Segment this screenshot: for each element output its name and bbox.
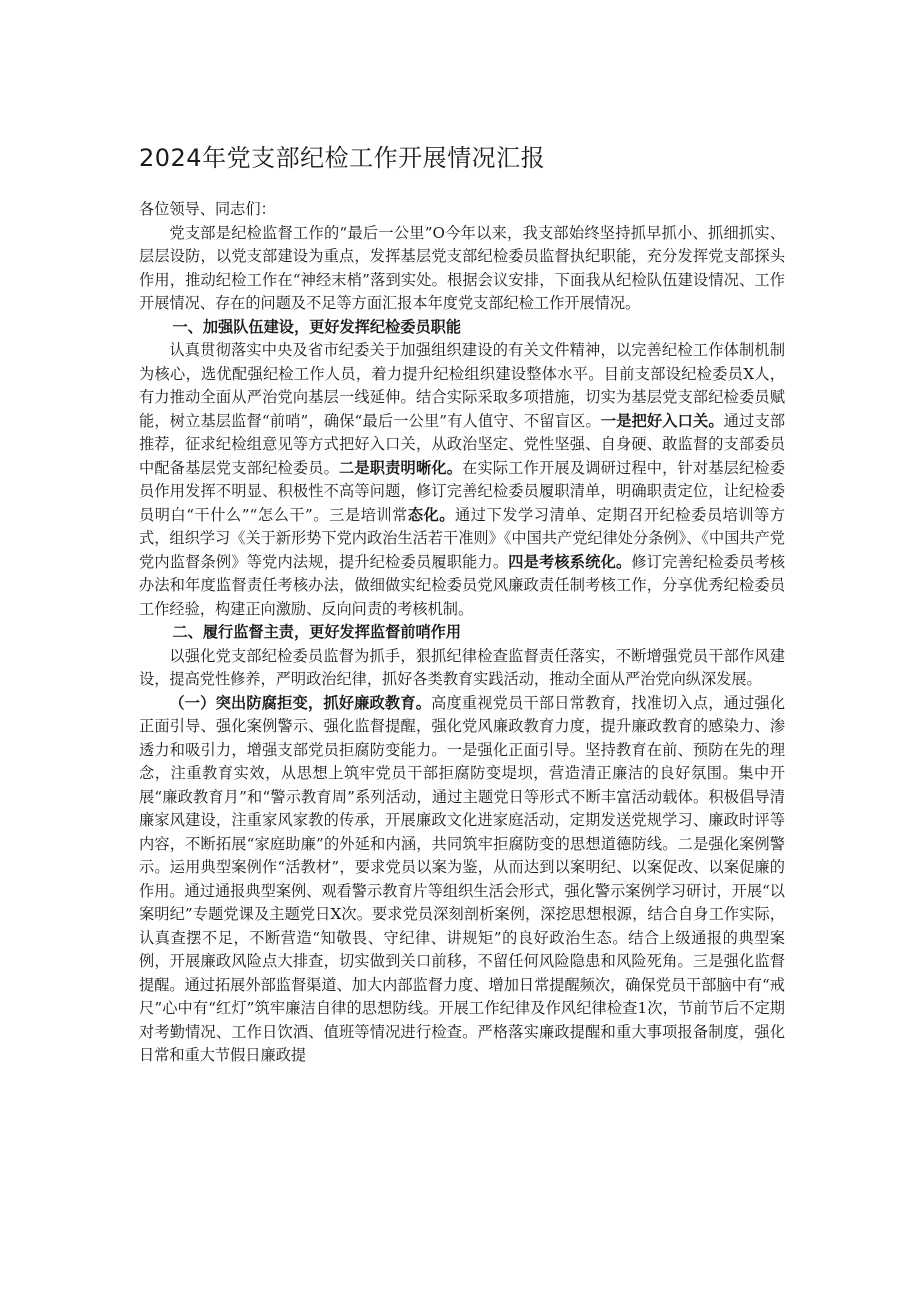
section-1-text-d: 通过下发学习清单、定期召开纪检委员培训等方式，组织学习《关于新形势下党内政治生活若干准则》《中国共产党纪律处分条例》、《中国共产党党内监督条例》等党内法规，提升纪检委员履职能力。 [139, 505, 786, 571]
document-page [139, 140, 785, 1068]
intro-paragraph: 党支部是纪检监督工作的“最后一公里”O今年以来，我支部始终坚持抓早抓小、抓细抓实、层层设防，以党支部建设为重点，发挥基层党支部纪检委员监督执纪职能，充分发挥党支部探头作用，推动纪检工作在“神经末梢”落到实处。根据会议安排，下面我从纪检队伍建设情况、工作开展情况、存在的问题及不足等方面汇报本年度党支部纪检工作开展情况。 [139, 223, 785, 312]
point-2-bold: 二是职责明晰化。 [339, 458, 463, 477]
section-1-text-b: 通过支部推荐，征求纪检组意见等方式把好入口关，从政治坚定、党性坚强、自身硬、敢监督的支部委员中配备基层党支部纪检委员。 [139, 411, 786, 477]
section-1-text-a: 认真贯彻落实中央及省市纪委关于加强组织建设的有关文件精神，以完善纪检工作体制机制为核心，选优配强纪检工作人员，着力提升纪检组织建设整体水平。目前支部设纪检委员X人，有力推动全面从严治党向基层一线延伸。结合实际采取多项措施，切实为基层党支部纪检委员赋能，树立基层监督“前哨”，确保“最后一公里”有人值守、不留盲区。 [139, 341, 785, 430]
document-title: 2024年党支部纪检工作开展情况汇报 [139, 144, 546, 172]
section-2-heading: 二、履行监督主责，更好发挥监督前哨作用 [172, 623, 461, 641]
section-1-text-e: 修订完善纪检委员考核办法和年度监督责任考核办法，做细做实纪检委员党风廉政责任制考核工作，分享优秀纪检委员工作经验，构建正向激励、反向问责的考核机制。 [139, 552, 786, 618]
section-1-heading: 一、加强队伍建设，更好发挥纪检委员职能 [172, 317, 461, 336]
subsection-1-paragraph [139, 692, 785, 1068]
section-2-paragraph: 以强化党支部纪检委员监督为抓手，狠抓纪律检查监督责任落实，不断增强党员干部作风建设，提高党性修养，严明政治纪律，抓好各类教育实践活动，推动全面从严治党向纵深发展。 [139, 646, 785, 688]
subsection-1-heading: （一）突出防腐拒变，抓好廉政教育。 [169, 693, 432, 712]
salutation: 各位领导、同志们： [139, 200, 276, 218]
section-1-text-c: 在实际工作开展及调研过程中，针对基层纪检委员作用发挥不明显、积极性不高等问题，修订完善纪检委员履职清单，明确职责定位，让纪检委员明白“干什么”“怎么干”。三是培训常 [139, 458, 786, 524]
point-1-bold: 一是把好入口关。 [600, 411, 724, 430]
point-3-bold: 态化。 [407, 505, 456, 524]
section-1-paragraph [139, 339, 785, 621]
point-4-bold: 四是考核系统化。 [508, 552, 632, 571]
subsection-1-text: 高度重视党员干部日常教育，找准切入点，通过强化正面引导、强化案例警示、强化监督提醒，强化党风廉政教育力度，提升廉政教育的感染力、渗透力和吸引力，增强支部党员拒腐防变能力。一是强化正面引导。坚持教育在前、预防在先的理念，注重教育实效，从思想上筑牢党员干部拒腐防变堤坝，营造清正廉洁的良好氛围。集中开展“廉政教育月”和“警示教育周”系列活动，通过主题党日等形式不断丰富活动载体。积极倡导清廉家风建设，注重家风家教的传承，开展廉政文化进家庭活动，定期发送党规学习、廉政时评等内容，不断拓展“家庭助廉”的外延和内涵，共同筑牢拒腐防变的思想道德防线。二是强化案例警示。运用典型案例作“活教材”，要求党员以案为鉴，从而达到以案明纪、以案促改、以案促廉的作用。通过通报典型案例、观看警示教育片等组织生活会形式，强化警示案例学习研讨，开展“以案明纪”专题党课及主题党日X次。要求党员深刻剖析案例，深挖思想根源，结合自身工作实际，认真查摆不足，不断营造“知敬畏、守纪律、讲规矩”的良好政治生态。结合上级通报的典型案例，开展廉政风险点大排查，切实做到关口前移，不留任何风险隐患和风险死角。三是强化监督提醒。通过拓展外部监督渠道、加大内部监督力度、增加日常提醒频次，确保党员干部脑中有“戒尺”心中有“红灯”筑牢廉洁自律的思想防线。开展工作纪律及作风纪律检查1次，节前节后不定期对考勤情况、工作日饮酒、值班等情况进行检查。严格落实廉政提醒和重大事项报备制度，强化日常和重大节假日廉政提 [139, 693, 786, 1064]
